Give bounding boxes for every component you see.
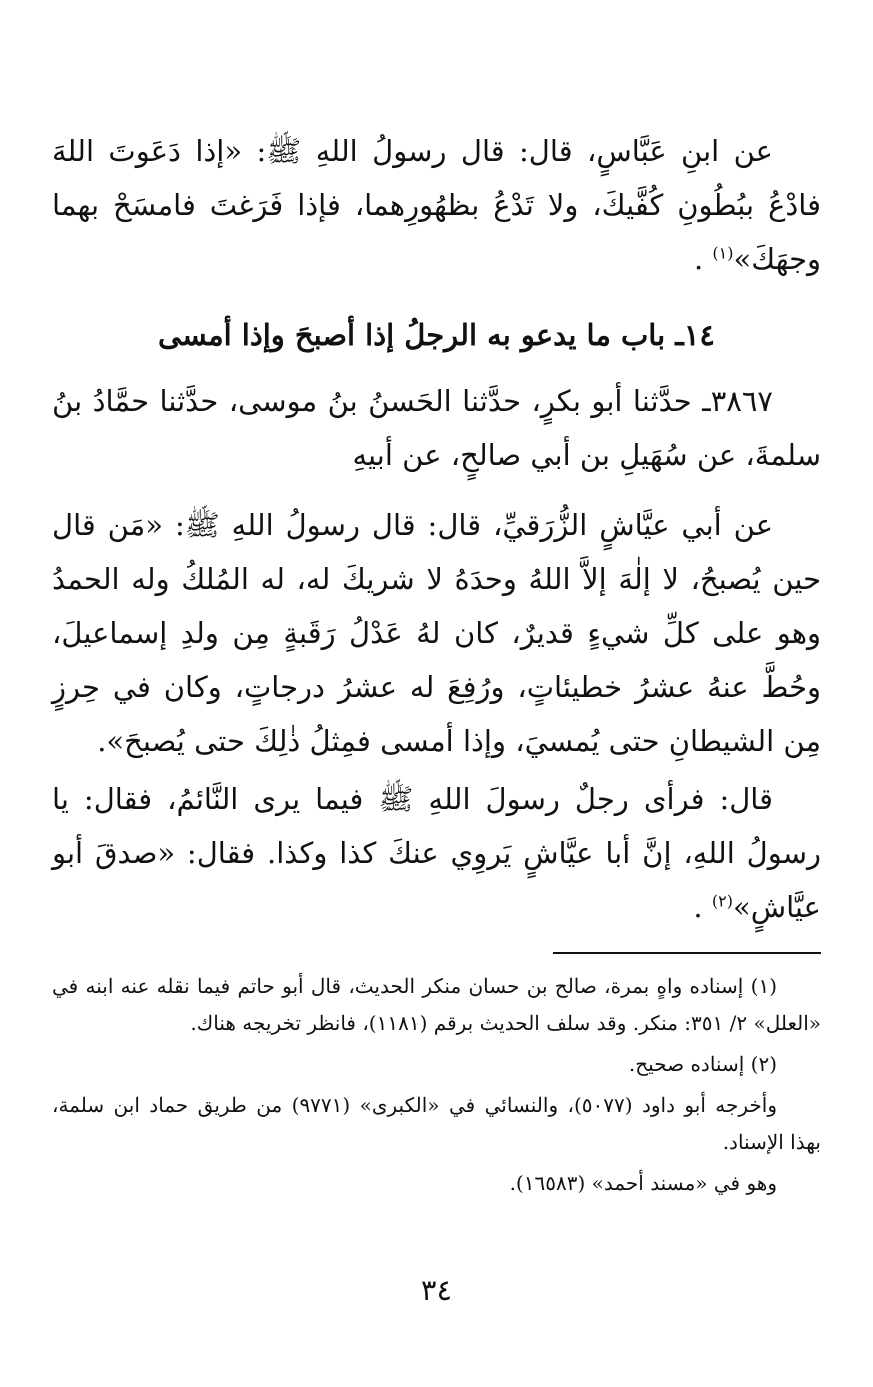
sentence-end: . — [693, 242, 704, 276]
page-number: ٣٤ — [420, 1273, 453, 1307]
footnote-divider — [553, 952, 821, 954]
footnote-1: (١) إسناده واهٍ بمرة، صالح بن حسان منكر الحديث، قال أبو حاتم فيما نقله عنه ابنه في «العلل» ٢/ ٣٥١: منكر. وقد سلف الحديث برقم (١١٨١)، فانظر تخريجه هناك. — [52, 974, 821, 1035]
footnote-2-musnad: وهو في «مسند أحمد» (١٦٥٨٣). — [509, 1171, 777, 1195]
hadith-text: عن ابنِ عَبَّاسٍ، قال: قال رسولُ اللهِ ﷺ: «إذا دَعَوتَ اللهَ فادْعُ ببُطُونِ كُفَّيكَ، ولا تَدْعُ بظهُورِهما، فإذا فَرَغتَ فامسَحْ بهما وجهَكَ» — [52, 134, 821, 276]
footnote-2: (٢) إسناده صحيح. — [628, 1052, 777, 1076]
footnote-ref-2[interactable]: (٢) — [711, 891, 733, 911]
dream-narration-text: قال: فرأى رجلٌ رسولَ اللهِ ﷺ فيما يرى النَّائمُ، فقال: يا رسولُ اللهِ، إنَّ أبا عيَّاشٍ يَروِي عنكَ كذا وكذا. فقال: «صدقَ أبو عيَّاشٍ» — [52, 782, 821, 924]
hadith-text-paragraph — [52, 124, 821, 286]
sentence-end-2: . — [693, 890, 703, 924]
hadith-text-paragraph-2: عن أبي عيَّاشٍ الزُّرَقيِّ، قال: قال رسولُ اللهِ ﷺ: «مَن قال حين يُصبحُ، لا إلٰهَ إلاَّ اللهُ وحدَهُ لا شريكَ له، له المُلكُ وله الحمدُ وهو على كلِّ شيءٍ قديرٌ، كان لهُ عَدْلُ رَقَبةٍ مِن ولدِ إسماعيلَ، وحُطَّ عنهُ عشرُ خطيئاتٍ، ورُفِعَ له عشرُ درجاتٍ، وكان في حِرزٍ مِن الشيطانِ حتى يُمسيَ، وإذا أمسى فمِثلُ ذٰلِكَ حتى يُصبحَ». — [52, 508, 821, 758]
isnad-paragraph: ٣٨٦٧ـ حدَّثنا أبو بكرٍ، حدَّثنا الحَسنُ بنُ موسى، حدَّثنا حمَّادُ بنُ سلمةَ، عن سُهَيلِ بن أبي صالحٍ، عن أبيهِ — [52, 384, 821, 472]
footnotes — [52, 968, 821, 1206]
chapter-heading: ١٤ـ باب ما يدعو به الرجلُ إذا أصبحَ وإذا أمسى — [158, 318, 715, 352]
dream-narration-paragraph — [52, 772, 821, 934]
book-page — [52, 0, 821, 1387]
footnote-ref-1[interactable]: (١) — [712, 243, 734, 263]
footnote-2-extra: وأخرجه أبو داود (٥٠٧٧)، والنسائي في «الكبرى» (٩٧٧١) من طريق حماد ابن سلمة، بهذا الإسناد. — [52, 1093, 821, 1154]
